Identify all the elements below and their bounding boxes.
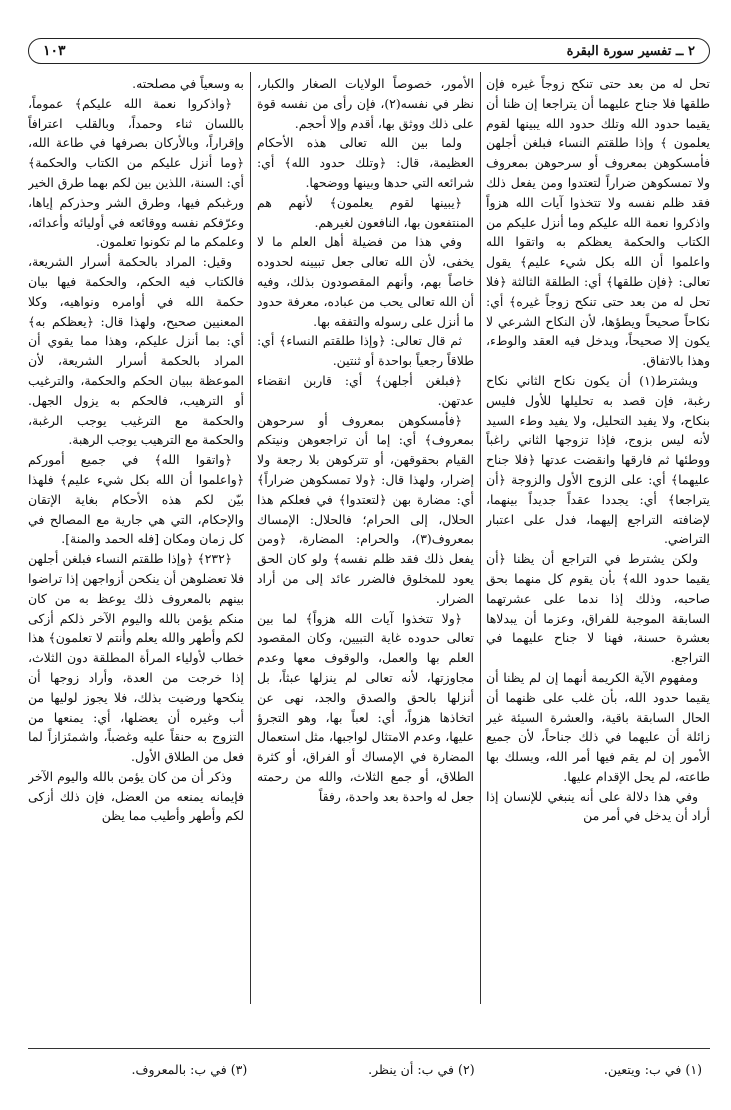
column-divider <box>480 72 481 1004</box>
footnotes <box>28 1062 710 1077</box>
text-column-left <box>28 74 244 1004</box>
footnote: (٣) في ب: بالمعروف. <box>131 1062 248 1077</box>
paragraph: ويشترط(١) أن يكون نكاح الثاني نكاح رغبة، فإن قصد به تحليلها للأول فليس بنكاح، ولا يفيد التحليل، ولا يفيد وطء السيد لأنه ليس بزوج، فإذا تزوجها الثاني راغباً ووطئها ثم فارقها وانقضت عدتها ﴿فلا جناح عليهما﴾ أي: على الزوج الأول والزوجة ﴿أن يتراجعا﴾ أي: يجددا عقداً جديداً بينهما، لإضافته التراجع إليهما، فدل على اعتبار التراضي. <box>486 372 710 547</box>
paragraph: وقيل: المراد بالحكمة أسرار الشريعة، فالكتاب فيه الحكم، والحكمة فيها بيان حكمة الله في أوامره ونواهيه، وكلا المعنيين صحيح، ولهذا قال: ﴿يعظكم به﴾ أي: بما أنزل عليكم، وهذا مما يقوي أن المراد بالحكمة أسرار الشريعة، لأن الموعظة ببيان الحكم والحكمة، والترغيب أو الترهيب، فالحكم به يزول الجهل. والحكمة مع الترغيب يوجب الرغبة، والحكمة مع الترهيب يوجب الرهبة. <box>28 254 244 448</box>
paragraph: تحل له من بعد حتى تنكح زوجاً غيره فإن طلقها فلا جناح عليهما أن يتراجعا إن ظنا أن يقيما حدود الله وتلك حدود الله يبينها لقوم يعلمون ﴾ وإذا طلقتم النساء فبلغن أجلهن فأمسكوهن بمعروف أو سرحوهن بمعروف ولا تمسكوهن ضراراً لتعتدوا ومن يفعل ذلك فقد ظلم نفسه ولا تتخذوا آيات الله هزواً واذكروا نعمة الله عليكم وما أنزل عليكم من الكتاب والحكمة يعظكم به واتقوا الله واعلموا أن الله بكل شيء عليم﴾ يقول تعالى: ﴿فإن طلقها﴾ أي: الطلقة الثالثة ﴿فلا تحل له من بعد حتى تنكح زوجاً غيره﴾ أي: نكاحاً صحيحاً ويطؤها، لأن النكاح الشرعي لا يكون إلا صحيحاً، ويدخل فيه العقد والوطء، وهذا بالاتفاق. <box>486 76 710 369</box>
paragraph: وفي هذا دلالة على أنه ينبغي للإنسان إذا أراد أن يدخل في أمر من <box>486 788 710 824</box>
paragraph: ﴿يبينها لقوم يعلمون﴾ لأنهم هم المنتفعون بها، النافعون لغيرهم. <box>257 194 474 230</box>
running-header <box>28 38 710 64</box>
paragraph: ولكن يشترط في التراجع أن يظنا ﴿أن يقيما حدود الله﴾ بأن يقوم كل منهما بحق صاحبه، وذلك إذا ندما على عشرتهما السابقة الموجبة للفراق، وعزما أن يبدلاها بعشرة حسنة، فهنا لا جناح عليهما في التراجع. <box>486 551 710 666</box>
paragraph: ولما بين الله تعالى هذه الأحكام العظيمة، قال: ﴿وتلك حدود الله﴾ أي: شرائعه التي حدها وبينها ووضحها. <box>257 135 474 190</box>
paragraph: ﴿واذكروا نعمة الله عليكم﴾ عموماً، باللسان ثناء وحمداً، وبالقلب اعترافاً وإقراراً، وبالأركان بصرفها في طاعة الله، ﴿وما أنزل عليكم من الكتاب والحكمة﴾ أي: السنة، اللذين بين لكم بهما طرق الخير ورغبكم فيها، وطرق الشر وحذركم إياها، وعرّفكم نفسه ووقائعه في أوليائه وأعدائه، وعلمكم ما لم تكونوا تعلمون. <box>28 95 244 250</box>
paragraph: ﴿ولا تتخذوا آيات الله هزواً﴾ لما بين تعالى حدوده غاية التبيين، وكان المقصود العلم بها والعمل، والوقوف معها وعدم مجاوزتها، لأنه تعالى لم ينزلها عبثاً، بل أنزلها بالحق والصدق والجد، نهى عن اتخاذها هزواً، أي: لعباً بها، وهو التجرؤ عليها، وعدم الامتثال لواجبها، مثل استعمال المضارة في الإمساك أو الفراق، أو كثرة الطلاق، أو جمع الثلاث، والله من رحمته جعل له واحدة بعد واحدة، رفقاً <box>257 610 474 804</box>
paragraph: الأمور، خصوصاً الولايات الصغار والكبار، نظر في نفسه(٢)، فإن رأى من نفسه قوة على ذلك ووثق بها، أقدم وإلا أحجم. <box>257 76 474 131</box>
paragraph: ﴿فأمسكوهن بمعروف أو سرحوهن بمعروف﴾ أي: إما أن تراجعوهن ونيتكم القيام بحقوقهن، أو تتركوهن بلا رجعة ولا إضرار، ولهذا قال: ﴿ولا تمسكوهن ضراراً﴾ أي: مضارة بهن ﴿لتعتدوا﴾ في فعلكم هذا الحلال، إلى الحرام؛ فالحلال: الإمساك بمعروف(٣)، والحرام: المضارة، ﴿ومن يفعل ذلك فقد ظلم نفسه﴾ ولو كان الحق يعود للمخلوق فالضرر عائد إلى من أراد الضرار. <box>257 412 474 606</box>
paragraph: به وسعياً في مصلحته. <box>132 76 244 91</box>
paragraph: ﴿فبلغن أجلهن﴾ أي: قاربن انقضاء عدتهن. <box>257 372 474 408</box>
footnote: (١) في ب: ويتعين. <box>603 1062 702 1077</box>
paragraph: ومفهوم الآية الكريمة أنهما إن لم يظنا أن يقيما حدود الله، بأن غلب على ظنهما أن الحال السابقة باقية، والعشرة السيئة غير زائلة أن عليهما في ذلك جناحاً، لأن جميع الأمور إن لم يقم فيها أمر الله، ويسلك بها طاعته، لم يحل الإقدام عليها. <box>486 669 710 784</box>
footnote-divider <box>28 1048 710 1049</box>
paragraph: ﴿٢٣٢﴾ ﴿وإذا طلقتم النساء فبلغن أجلهن فلا تعضلوهن أن ينكحن أزواجهن إذا تراضوا بينهم بالمعروف ذلك يوعظ به من كان منكم يؤمن بالله واليوم الآخر ذلكم أزكى لكم وأطهر والله يعلم وأنتم لا تعلمون﴾ هذا خطاب لأولياء المرأة المطلقة دون الثلاث، إذا خرجت من العدة، وأراد زوجها أن ينكحها ورضيت بذلك، فلا يجوز لوليها من أب وغيره أن يعضلها، أي: يمنعها من التزوج به حنقاً عليه وغضباً، واشمئزازاً لما فعل من الطلاق الأول. <box>28 551 244 765</box>
text-column-middle <box>257 74 474 1004</box>
footnote: (٢) في ب: أن ينظر. <box>368 1062 475 1077</box>
paragraph: ﴿واتقوا الله﴾ في جميع أموركم ﴿واعلموا أن الله بكل شيء عليم﴾ فلهذا بيّن لكم هذه الأحكام بغاية الإتقان والإحكام، التي هي جارية مع المصالح في كل زمان ومكان [فله الحمد والمنة]. <box>28 452 244 547</box>
paragraph: وذكر أن من كان يؤمن بالله واليوم الآخر فإيمانه يمنعه من العضل، فإن ذلك أزكى لكم وأطهر وأطيب مما يظن <box>28 768 244 824</box>
page-number: ١٠٣ <box>43 43 66 59</box>
text-column-right <box>486 74 710 1004</box>
surah-title: ٢ ــ تفسير سورة البقرة <box>566 43 695 59</box>
paragraph: وفي هذا من فضيلة أهل العلم ما لا يخفى، لأن الله تعالى جعل تبيينه لحدوده خاصاً بهم، وأنهم المقصودون بذلك، وفيه أن الله تعالى يحب من عباده، معرفة حدود ما أنزل على رسوله والتفقه بها. <box>257 234 474 329</box>
paragraph: ثم قال تعالى: ﴿وإذا طلقتم النساء﴾ أي: طلاقاً رجعياً بواحدة أو ثنتين. <box>257 333 474 369</box>
column-divider <box>250 72 251 1004</box>
